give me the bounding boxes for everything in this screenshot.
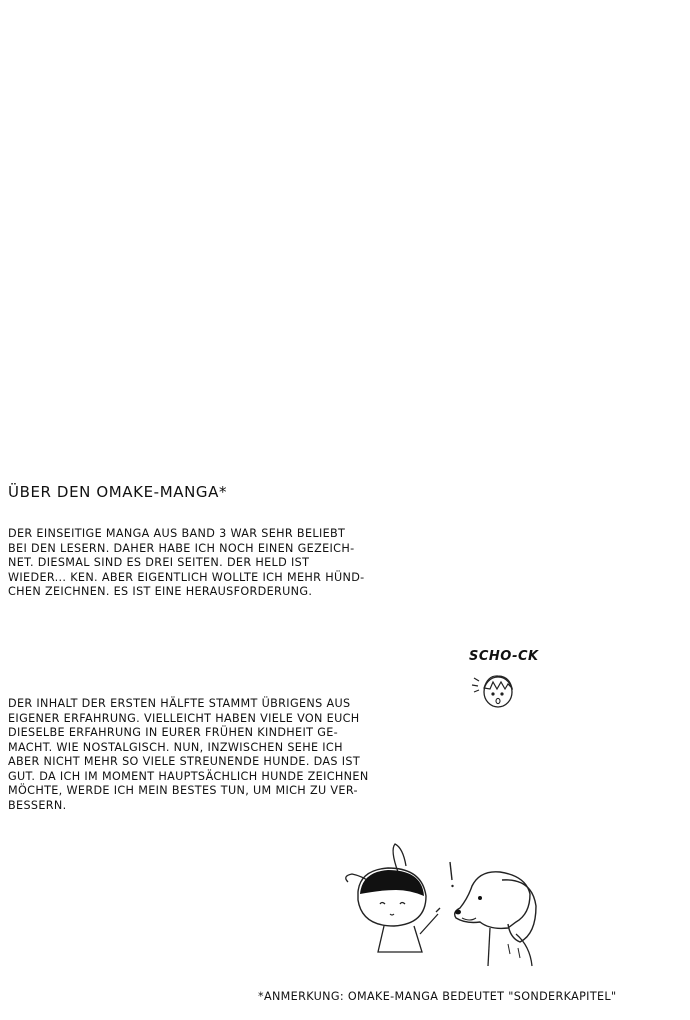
footnote: *ANMERKUNG: OMAKE-MANGA BEDEUTET "SONDERKAPITEL" <box>258 990 617 1003</box>
paragraph-1: DER EINSEITIGE MANGA AUS BAND 3 WAR SEHR BELIEBT BEI DEN LESERN. DAHER HABE ICH NOCH EINEN GEZEICH- NET. DIESMAL SIND ES DREI SEITEN. DER HELD IST WIEDER... KEN. ABER EIGENTLICH WOLLTE ICH MEHR HÜND- CHEN ZEICHNEN. ES IST EINE HERAUSFORDERUNG. <box>8 527 365 598</box>
shock-caption: SCHO-CK <box>469 649 539 664</box>
section-heading: ÜBER DEN OMAKE-MANGA* <box>8 483 228 501</box>
shocked-face-icon <box>470 668 520 712</box>
paragraph-2: DER INHALT DER ERSTEN HÄLFTE STAMMT ÜBRIGENS AUS EIGENER ERFAHRUNG. VIELLEICHT HABEN VIELE VON EUCH DIESELBE ERFAHRUNG IN EURER FRÜHEN KINDHEIT GE- MACHT. WIE NOSTALGISCH. NUN, INZWISCHEN SEHE ICH ABER NICHT MEHR SO VIELE STREUNENDE HUNDE. DAS IST GUT. DA ICH IM MOMENT HAUPTSÄCHLICH HUNDE ZEICHNEN MÖCHTE, WERDE ICH MEIN BESTES TUN, UM MICH ZU VER- BESSERN. <box>8 697 369 812</box>
bunny-girl-and-dog-doodle <box>340 842 560 972</box>
